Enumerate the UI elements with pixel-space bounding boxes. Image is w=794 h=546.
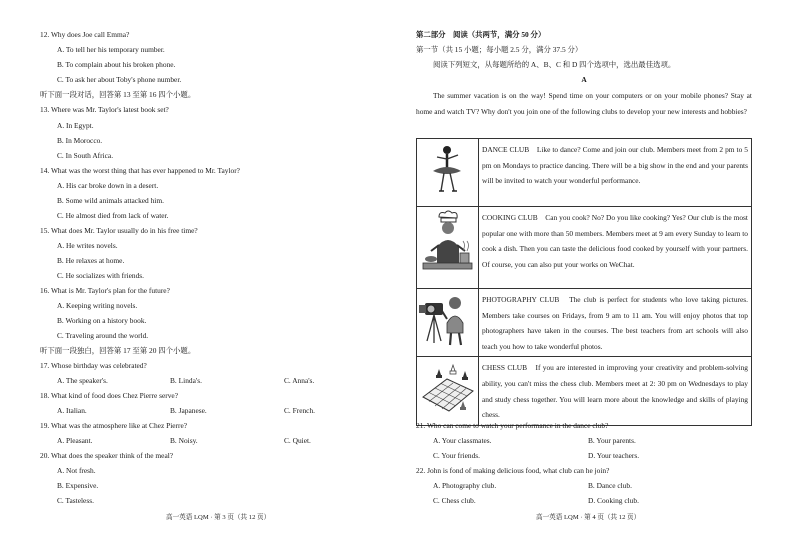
chessboard-icon: [417, 357, 478, 418]
dance-image-cell: [417, 139, 479, 207]
section-title: 第一节（共 15 小题；每小题 2.5 分，满分 37.5 分）: [416, 45, 583, 54]
q15-option-c: C. He socializes with friends.: [57, 271, 145, 280]
photographer-camera-icon: [417, 289, 478, 350]
photography-club-text: PHOTOGRAPHY CLUB The club is perfect for students who love taking pictures. Members take courses on Fridays, from 9 am to 11 am. You will enjoy photos that top photographers have taken in the courses. The best teachers from art schools will also teach you how to take wonderful photos.: [479, 289, 752, 357]
reading-instruction: 阅读下列短文，从每题所给的 A、B、C 和 D 四个选项中，选出最佳选项。: [433, 60, 676, 69]
question-17: 17. Whose birthday was celebrated?: [40, 361, 147, 370]
clubs-table: [416, 138, 752, 426]
q12-option-b: B. To complain about his broken phone.: [57, 60, 176, 69]
q13-option-b: B. In Morocco.: [57, 136, 103, 145]
listening-instruction-13-16: 听下面一段对话，回答第 13 至第 16 四个小题。: [40, 90, 196, 99]
question-18: 18. What kind of food does Chez Pierre serve?: [40, 391, 178, 400]
question-14: 14. What was the worst thing that has ever happened to Mr. Taylor?: [40, 166, 240, 175]
cooking-image-cell: [417, 207, 479, 289]
question-20: 20. What does the speaker think of the meal?: [40, 451, 174, 460]
q20-option-b: B. Expensive.: [57, 481, 99, 490]
q22-option-c: C. Chess club.: [433, 496, 476, 505]
q21-option-a: A. Your classmates.: [433, 436, 492, 445]
club-row-chess: [417, 357, 752, 425]
q17-option-b: B. Linda's.: [170, 376, 202, 385]
question-16: 16. What is Mr. Taylor's plan for the future?: [40, 286, 170, 295]
q14-option-a: A. His car broke down in a desert.: [57, 181, 159, 190]
q17-option-c: C. Anna's.: [284, 376, 315, 385]
q19-option-a: A. Pleasant.: [57, 436, 93, 445]
chef-cooking-icon: [417, 207, 478, 283]
photography-image-cell: [417, 289, 479, 357]
q14-option-b: B. Some wild animals attacked him.: [57, 196, 164, 205]
cooking-club-text: COOKING CLUB Can you cook? No? Do you like cooking? Yes? Our club is the most popular one with more than 50 members. Members meet at 9 am every Sunday to learn to cook a dish. Then you can taste the delicious food cooked by yourself with your partners. Of course, you can also put your works on WeChat.: [479, 207, 752, 289]
q18-option-c: C. French.: [284, 406, 315, 415]
q15-option-b: B. He relaxes at home.: [57, 256, 125, 265]
passage-label: A: [581, 75, 587, 84]
page-footer-left: 高一英语 LQM · 第 3 页（共 12 页）: [166, 514, 271, 521]
question-22: 22. John is fond of making delicious food, what club can he join?: [416, 466, 610, 475]
chess-image-cell: [417, 357, 479, 425]
q12-option-a: A. To tell her his temporary number.: [57, 45, 165, 54]
q21-option-c: C. Your friends.: [433, 451, 481, 460]
page-footer-right: 高一英语 LQM · 第 4 页（共 12 页）: [536, 514, 641, 521]
club-row-dance: [417, 139, 752, 207]
q14-option-c: C. He almost died from lack of water.: [57, 211, 169, 220]
q21-option-d: D. Your teachers.: [588, 451, 640, 460]
q16-option-a: A. Keeping writing novels.: [57, 301, 138, 310]
q16-option-c: C. Traveling around the world.: [57, 331, 149, 340]
q20-option-a: A. Not fresh.: [57, 466, 96, 475]
q21-option-b: B. Your parents.: [588, 436, 636, 445]
part-title: 第二部分 阅读（共两节，满分 50 分）: [416, 30, 546, 39]
question-15: 15. What does Mr. Taylor usually do in his free time?: [40, 226, 198, 235]
question-21: 21. Who can come to watch your performance in the dance club?: [416, 421, 609, 430]
q15-option-a: A. He writes novels.: [57, 241, 118, 250]
club-row-photography: [417, 289, 752, 357]
q12-option-c: C. To ask her about Toby's phone number.: [57, 75, 182, 84]
q19-option-b: B. Noisy.: [170, 436, 198, 445]
dance-club-text: DANCE CLUB Like to dance? Come and join our club. Members meet from 2 pm to 5 pm on Mondays to practice dancing. There will be a big show in the end and your parents will be invited to watch your wonderful performance.: [479, 139, 752, 207]
q22-option-a: A. Photography club.: [433, 481, 497, 490]
q20-option-c: C. Tasteless.: [57, 496, 94, 505]
q22-option-b: B. Dance club.: [588, 481, 632, 490]
q13-option-c: C. In South Africa.: [57, 151, 114, 160]
question-19: 19. What was the atmosphere like at Chez Pierre?: [40, 421, 188, 430]
listening-instruction-17-20: 听下面一段独白，回答第 17 至第 20 四个小题。: [40, 346, 196, 355]
club-row-cooking: [417, 207, 752, 289]
q16-option-b: B. Working on a history book.: [57, 316, 147, 325]
ballet-dancer-icon: [417, 139, 478, 201]
chess-club-text: CHESS CLUB If you are interested in improving your creativity and problem-solving ability, you can't miss the chess club. Members meet at 2: 30 pm on Wednesdays to play and study chess together. You will learn more about the knowledge and skills of playing chess.: [479, 357, 752, 425]
q18-option-b: B. Japanese.: [170, 406, 207, 415]
question-12: 12. Why does Joe call Emma?: [40, 30, 130, 39]
question-13: 13. Where was Mr. Taylor's latest book set?: [40, 105, 169, 114]
passage-intro: The summer vacation is on the way! Spend time on your computers or on your mobile phones? Stay at home and watch TV? Why don't you join one of the following clubs to develop your new interests and hobbies?: [416, 91, 752, 116]
q18-option-a: A. Italian.: [57, 406, 87, 415]
q22-option-d: D. Cooking club.: [588, 496, 639, 505]
q17-option-a: A. The speaker's.: [57, 376, 108, 385]
q19-option-c: C. Quiet.: [284, 436, 311, 445]
q13-option-a: A. In Egypt.: [57, 121, 94, 130]
